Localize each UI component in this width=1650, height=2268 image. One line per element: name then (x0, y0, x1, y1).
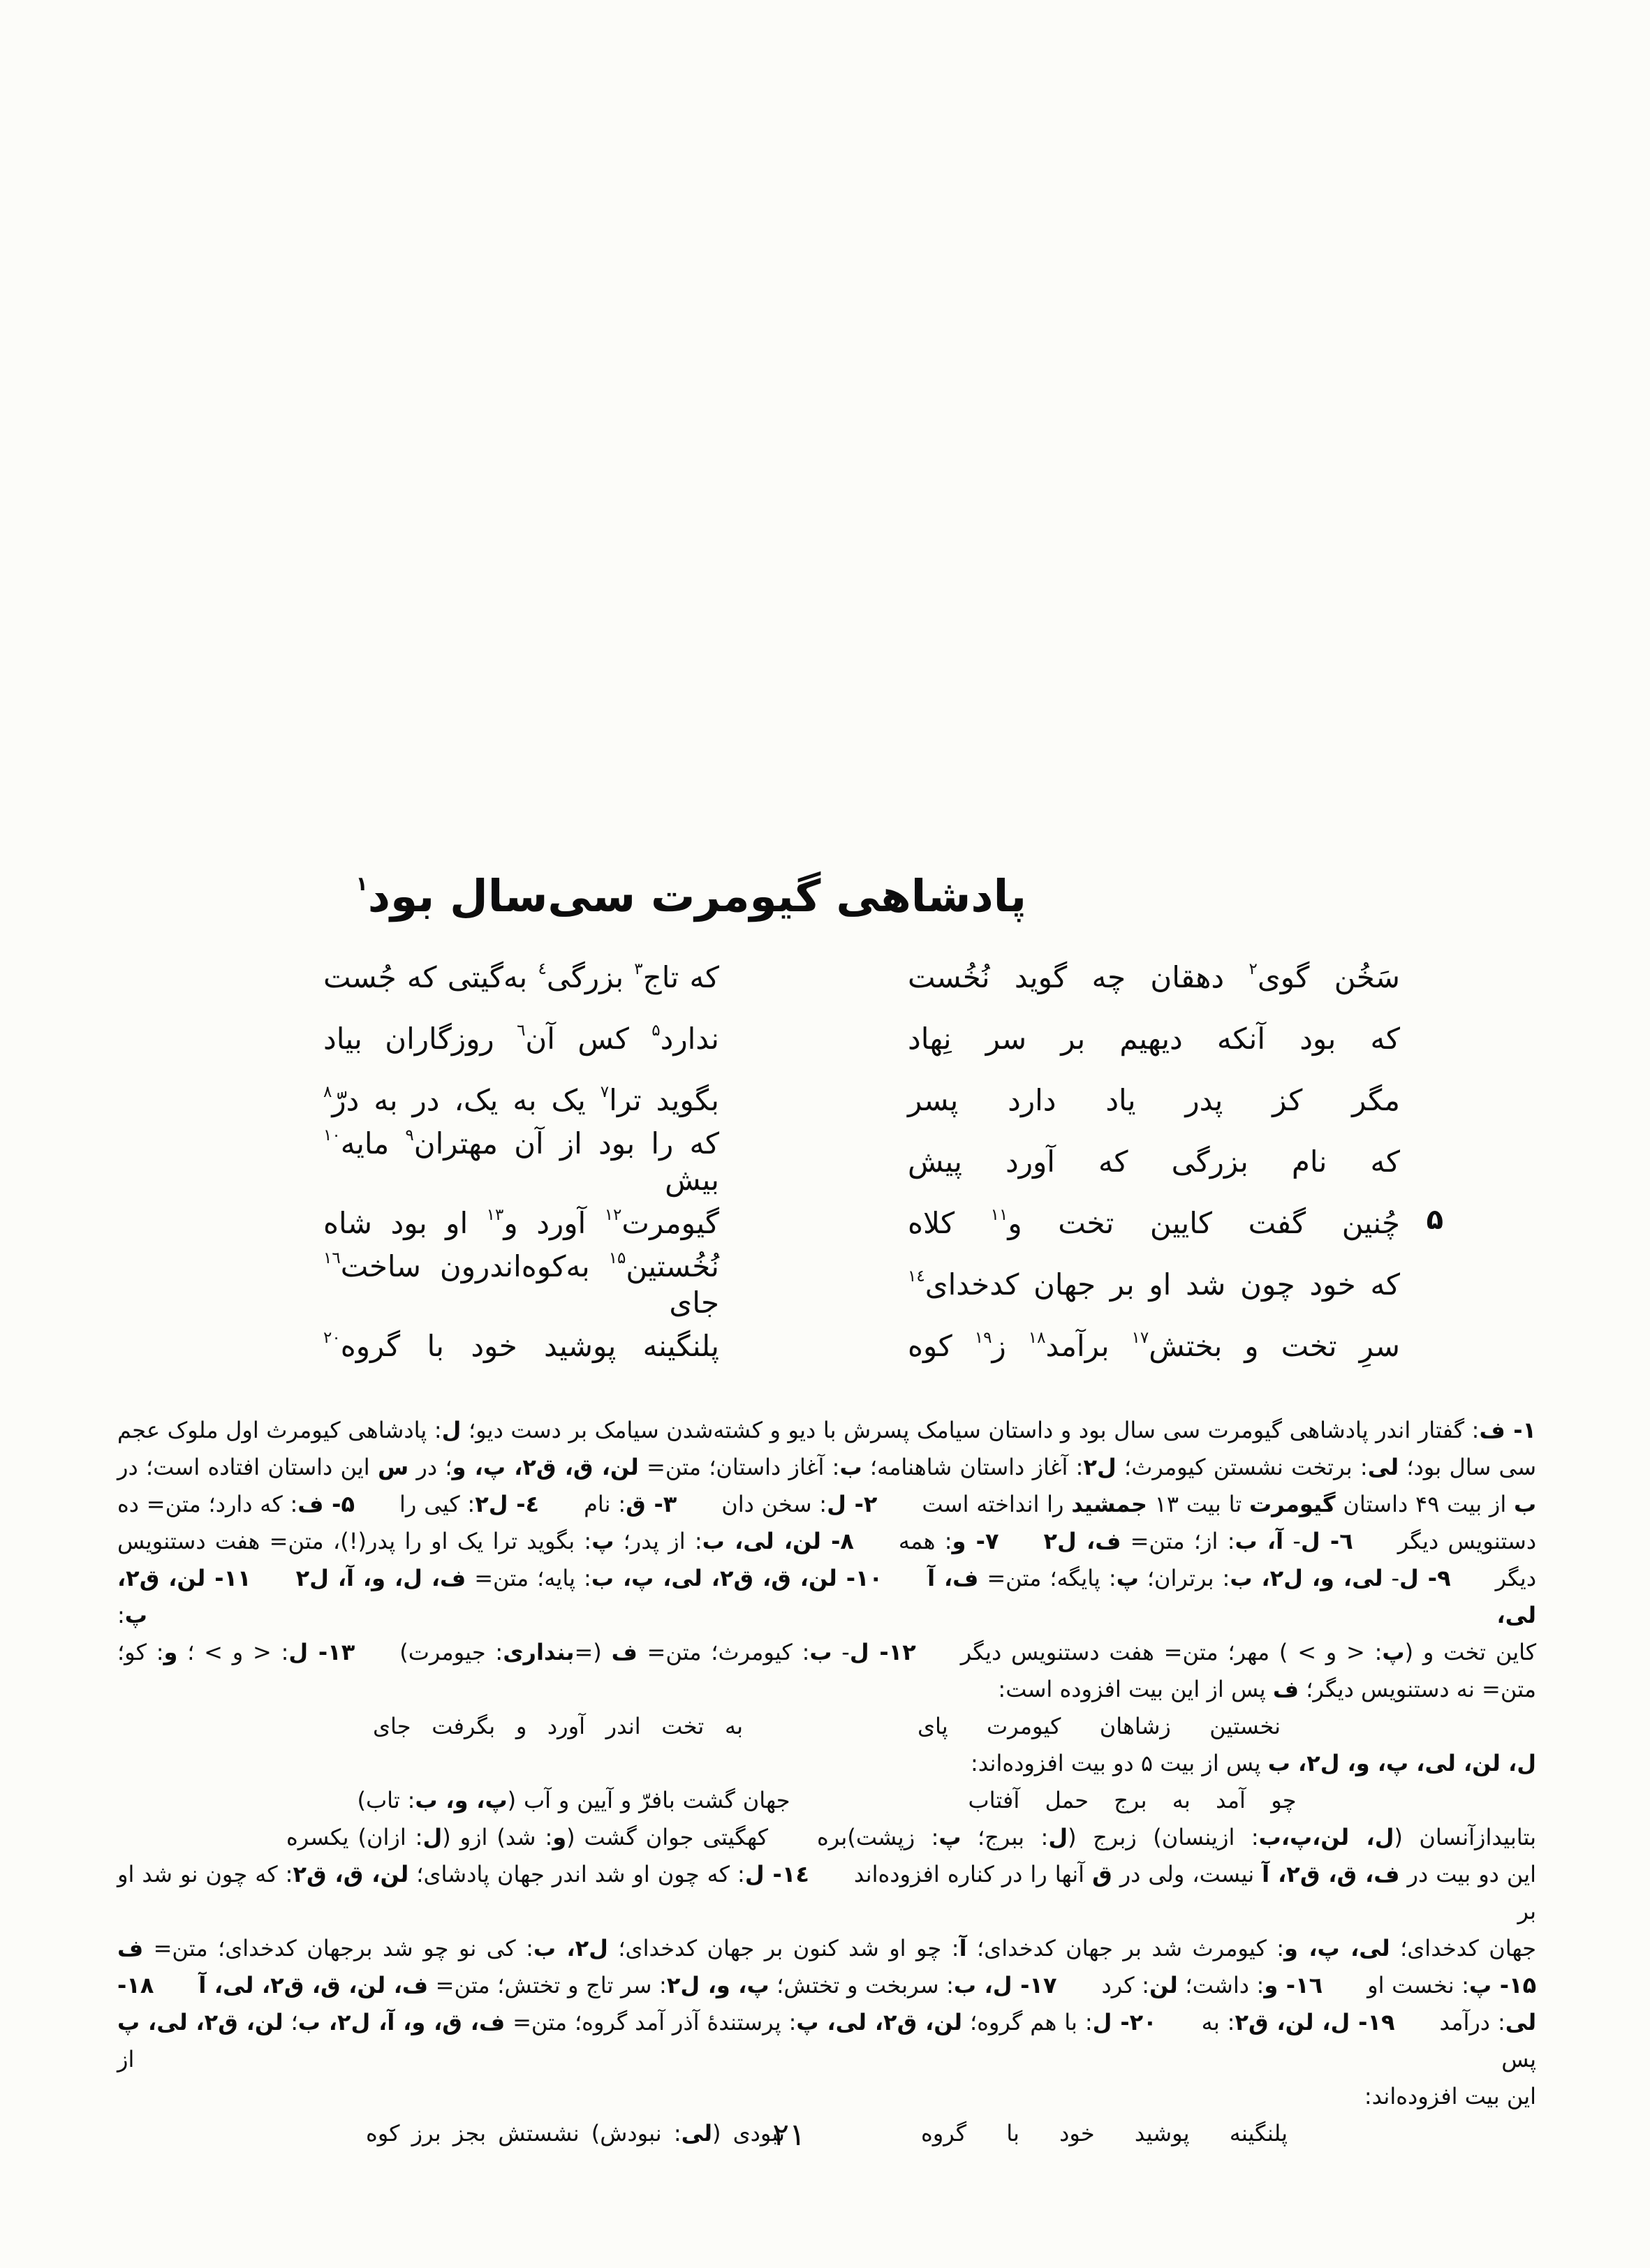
manuscript-siglum: و (163, 1639, 178, 1665)
verse-hemistich-left: نبودی (لی: نبودش) نشستش بجز برز کوه (366, 2120, 785, 2146)
manuscript-siglum: آ، ب (1235, 1528, 1284, 1554)
chapter-title-footnote-ref: ۱ (355, 872, 368, 896)
hemistich-right: که بود آنکه دیهیم بر سر نِهاد (908, 1021, 1400, 1056)
footnote-ref: ۱٤ (908, 1267, 925, 1286)
manuscript-siglum: ۱۰- لن، ق، ق۲، لی، پ، ب (591, 1565, 883, 1591)
hemistich-left: نُخُستین$^{۱۵}$ به‌کوه‌اندرون ساخت$^{۱٦}$ جای (323, 1249, 719, 1320)
manuscript-siglum: پ (1382, 1639, 1405, 1665)
couplet-line-1 (323, 947, 1400, 1008)
manuscript-siglum: ۲- ل (827, 1491, 878, 1517)
manuscript-siglum: لی (681, 2120, 712, 2146)
manuscript-siglum: ل۲ (1083, 1454, 1117, 1480)
apparatus-note-line: این بیت افزوده‌اند: (1364, 2083, 1536, 2109)
verse-hemistich-right: چو آمد به برج حمل آفتاب (968, 1787, 1297, 1813)
manuscript-siglum: ۲۰- ل (1092, 2009, 1157, 2035)
hemistich-right: چُنین گفت کایین تخت و$^{۱۱}$ کلاه (908, 1205, 1400, 1240)
manuscript-siglum: ۱۳- ل (288, 1639, 355, 1665)
footnote-ref: ۱۳ (486, 1205, 504, 1224)
chapter-title-text: پادشاهی گیومرت سی‌سال بود (367, 871, 1026, 922)
manuscript-siglum: و (552, 1824, 567, 1850)
critical-apparatus-block (117, 1412, 1536, 2152)
manuscript-siglum: ل۲، ب (533, 1935, 608, 1961)
manuscript-siglum: لن، ق۲، لی، پ (796, 2009, 963, 2035)
manuscript-siglum: ف (117, 1935, 144, 1961)
manuscript-siglum: ل (1048, 1824, 1068, 1850)
hemistich-right: مگر کز پدر یاد دارد پسر (908, 1082, 1400, 1117)
apparatus-note-line: لی: درآمد ۱۹- ل، لن، ق۲: به ۲۰- ل: با هم گروه؛ لن، ق۲، لی، پ: پرستندهٔ آذر آمد گروه؛ متن= ف، ق، و، آ، ل۲، ب؛ لن، ق۲، لی، پ پس از (117, 2009, 1537, 2072)
manuscript-siglum: ۷- و (952, 1528, 999, 1554)
footnote-ref: ۲۰ (323, 1328, 341, 1347)
manuscript-siglum: ۱۱- لن، ق۲، لی، پ (117, 1565, 1536, 1628)
manuscript-siglum: ف، ل، و، آ، ل۲ (295, 1565, 466, 1591)
manuscript-siglum: آ (959, 1935, 967, 1961)
page-number: ۲۱ (772, 2117, 806, 2153)
manuscript-siglum: لی، پ، و (1284, 1935, 1390, 1961)
manuscript-siglum: ف (611, 1639, 638, 1665)
hemistich-right: سَخُن گوی$^۲$ دهقان چه گوید نُخُست (908, 959, 1400, 994)
manuscript-siglum: ق (1092, 1861, 1112, 1887)
manuscript-siglum: لن، ق، ق۲، پ، و (452, 1454, 639, 1480)
apparatus-note-line: ل، لن، لی، پ، و، ل۲، ب پس از بیت ۵ دو بیت افزوده‌اند: (970, 1750, 1536, 1776)
footnote-ref: ۱۲ (604, 1205, 622, 1224)
manuscript-siglum: ف، ل۲ (1043, 1528, 1121, 1554)
footnote-ref: ۱۸ (1028, 1328, 1046, 1347)
apparatus-note-line: ب از بیت ۴۹ داستان گیومرت تا بیت ۱۳ جمشید را انداخته است ۲- ل: سخن دان ۳- ق: نام ٤- ل۲: کیی را ۵- ف: که دارد؛ متن= ده (117, 1491, 1537, 1517)
manuscript-siglum: ۸- لن، لی، ب (702, 1528, 854, 1554)
manuscript-siglum: ب (809, 1639, 832, 1665)
manuscript-siglum: گیومرت (1249, 1491, 1336, 1517)
manuscript-siglum: ف، آ (927, 1565, 979, 1591)
manuscript-siglum: س (377, 1454, 409, 1480)
manuscript-siglum: ب (1514, 1491, 1537, 1517)
apparatus-verse-line (117, 1819, 1536, 1856)
manuscript-siglum: پ، و، ل۲ (666, 1972, 769, 1998)
manuscript-siglum: جمشید (1071, 1491, 1147, 1517)
manuscript-siglum: ل، لن، لی، پ، و، ل۲، ب (1267, 1750, 1536, 1776)
apparatus-note-line: کاین تخت و (پ: < و > ) مهر؛ متن= هفت دستنویس دیگر ۱۲- ل- ب: کیومرث؛ متن= ف (=بنداری: جیومرت) ۱۳- ل: < و > ؛ و: کو؛ (117, 1639, 1537, 1665)
apparatus-note-line: ۱۵- پ: نخست او ۱٦- و: داشت؛ لن: کرد ۱۷- ل، ب: سربخت و تختش؛ پ، و، ل۲: سر تاج و تختش؛ متن= ف، لن، ق، ق۲، لی، آ ۱۸- (117, 1972, 1537, 1998)
manuscript-siglum: پ (591, 1528, 614, 1554)
manuscript-siglum: ۱۹- ل، لن، ق۲ (1235, 2009, 1395, 2035)
verse-hemistich-left: به تخت اندر آورد و بگرفت جای (373, 1713, 743, 1739)
manuscript-siglum: پ (1116, 1565, 1139, 1591)
footnote-ref: ۵ (651, 1021, 661, 1040)
manuscript-siglum: لی (1505, 2009, 1537, 2035)
manuscript-siglum: ل (441, 1417, 462, 1443)
apparatus-note-line: ۱- ف: گفتار اندر پادشاهی گیومرت سی سال بود و داستان سیامک پسرش با دیو و کشته‌شدن سیامک بر دست دیو؛ ل: پادشاهی کیومرث اول ملوک عجم (117, 1417, 1537, 1443)
couplet-line-6 (323, 1249, 1400, 1320)
footnote-ref: ۱۰ (323, 1126, 341, 1144)
couplet-line-2 (323, 1008, 1400, 1070)
hemistich-left: بگوید ترا$^۷$ یک به یک، در به درّ$^۸$ (323, 1082, 719, 1117)
manuscript-siglum: ۱۷- ل، ب (953, 1972, 1057, 1998)
verse-hemistich-left: جهان گشت بافرّ و آیین و آب (پ، و، ب: تاب) (357, 1787, 790, 1813)
couplet-line-3 (323, 1070, 1400, 1131)
hemistich-left: ندارد$^۵$ کس آن$^٦$ روزگاران بیاد (323, 1021, 719, 1056)
manuscript-siglum: ب (839, 1454, 862, 1480)
manuscript-siglum: ٤- ل۲ (475, 1491, 540, 1517)
manuscript-siglum: لی (1367, 1454, 1399, 1480)
manuscript-siglum: ٦- ل (1300, 1528, 1353, 1554)
footnote-ref: ٦ (517, 1021, 526, 1040)
hemistich-left: پلنگینه پوشید خود با گروه$^{۲۰}$ (323, 1328, 719, 1363)
apparatus-note-line: دیگر ۹- ل- لی، و، ل۲، ب: برتران؛ پ: پایگه؛ متن= ف، آ ۱۰- لن، ق، ق۲، لی، پ، ب: پایه؛ متن= ف، ل، و، آ، ل۲ ۱۱- لن، ق۲، لی، پ: (117, 1565, 1537, 1628)
footnote-ref: ۱۵ (608, 1249, 626, 1267)
manuscript-siglum: ف، ق، و، آ، ل۲، ب (297, 2009, 506, 2035)
hemistich-left: که تاج$^۳$ بزرگی$^٤$ به‌گیتی که جُست (323, 959, 720, 994)
footnote-ref: ۱۱ (990, 1205, 1008, 1224)
verse-hemistich-left: کهگیتی جوان گشت (و: شد) ازو (ل: ازان) یکسره (286, 1824, 769, 1850)
verse-hemistich-right: بتابیدازآنسان (ل، لن،پ،ب: ازینسان) زبرج (ل: ببرج؛ پ: زپشت)بره (817, 1824, 1537, 1850)
footnote-ref: ۹ (405, 1126, 414, 1144)
manuscript-siglum: ف، ق، ق۲، آ (1262, 1861, 1400, 1887)
manuscript-siglum: ۱- ف (1479, 1417, 1537, 1443)
bait-number: ۵ (1426, 1204, 1443, 1236)
manuscript-siglum: لن، ق۲، لی، پ (117, 2009, 283, 2035)
manuscript-siglum: لی، و، ل۲، ب (1230, 1565, 1383, 1591)
manuscript-siglum: پ (938, 1824, 962, 1850)
manuscript-siglum: ف، لن، ق، ق۲، لی، آ (198, 1972, 429, 1998)
hemistich-left: گیومرت$^{۱۲}$ آورد و$^{۱۳}$ او بود شاه (323, 1205, 719, 1240)
manuscript-siglum: پ، و، ب (415, 1787, 508, 1813)
apparatus-note-line: دستنویس دیگر ٦- ل- آ، ب: از؛ متن= ف، ل۲ ۷- و: همه ۸- لن، لی، ب: از پدر؛ پ: بگوید ترا یک او را پدر(!)، متن= هفت دستنویس (117, 1528, 1537, 1554)
hemistich-right: که نام بزرگی که آورد پیش (908, 1144, 1400, 1179)
manuscript-siglum: ۵- ف (297, 1491, 355, 1517)
couplet-line-5 (323, 1193, 1443, 1254)
apparatus-note-line: جهان کدخدای؛ لی، پ، و: کیومرث شد بر جهان کدخدای؛ آ: چو او شد کنون بر جهان کدخدای؛ ل۲، ب: کی نو چو شد برجهان کدخدای؛ متن= ف (117, 1935, 1537, 1961)
footnote-ref: ۱٦ (323, 1249, 341, 1267)
poem-block (323, 947, 1443, 1377)
apparatus-note-line: سی سال بود؛ لی: برتخت نشستن کیومرث؛ ل۲: آغاز داستان شاهنامه؛ ب: آغاز داستان؛ متن= لن، ق، ق۲، پ، و؛ در س این داستان افتاده است؛ در (117, 1454, 1537, 1480)
couplet-line-7 (323, 1316, 1400, 1377)
apparatus-note-line: متن= نه دستنویس دیگر؛ ف پس از این بیت افزوده است: (998, 1676, 1536, 1702)
footnote-ref: ۷ (600, 1082, 610, 1101)
manuscript-siglum: ۱٦- و (1264, 1972, 1323, 1998)
footnote-ref: ۱۷ (1131, 1328, 1149, 1347)
manuscript-siglum: ۳- ق (626, 1491, 677, 1517)
apparatus-note-line: این دو بیت در ف، ق، ق۲، آ نیست، ولی در ق آنها را در کناره افزوده‌اند ۱٤- ل: که چون او شد اندر جهان پادشای؛ لن، ق، ق۲: که چون نو شد او بر (117, 1861, 1537, 1924)
apparatus-verse-line (117, 1708, 1536, 1745)
manuscript-siglum: ۹- ل (1399, 1565, 1451, 1591)
manuscript-siglum: ۱۲- ل (849, 1639, 916, 1665)
footnote-ref: ٤ (538, 959, 547, 978)
apparatus-verse-line (117, 1782, 1536, 1819)
manuscript-siglum: بنداری (503, 1639, 575, 1665)
couplet-line-4 (323, 1126, 1400, 1197)
manuscript-siglum: لن (1149, 1972, 1178, 1998)
manuscript-siglum: ل (422, 1824, 443, 1850)
footnote-ref: ۲ (1248, 959, 1258, 978)
hemistich-right: که خود چون شد او بر جهان کدخدای$^{۱٤}$ (908, 1267, 1400, 1302)
hemistich-left: که را بود از آن مهتران$^۹$ مایه$^{۱۰}$ بیش (323, 1126, 719, 1197)
footnote-ref: ۳ (634, 959, 643, 978)
verse-hemistich-right: نخستین زشاهان کیومرت پای (918, 1713, 1281, 1739)
manuscript-siglum: لن، ق، ق۲ (293, 1861, 409, 1887)
manuscript-siglum: ل، لن،پ،ب (1258, 1824, 1394, 1850)
manuscript-siglum: ۱۵- پ (1469, 1972, 1537, 1998)
manuscript-siglum: ۱٤- ل (744, 1861, 809, 1887)
verse-hemistich-right: پلنگینه پوشید خود با گروه (921, 2120, 1288, 2146)
manuscript-siglum: ف (1272, 1676, 1299, 1702)
footnote-ref: ۸ (323, 1082, 332, 1101)
footnote-ref: ۱۹ (974, 1328, 992, 1347)
hemistich-right: سرِ تخت و بختش$^{۱۷}$ برآمد$^{۱۸}$ ز$^{۱۹}$ کوه (908, 1328, 1400, 1363)
chapter-title (355, 871, 1026, 941)
manuscript-siglum: ۱۸- (117, 1972, 154, 1998)
